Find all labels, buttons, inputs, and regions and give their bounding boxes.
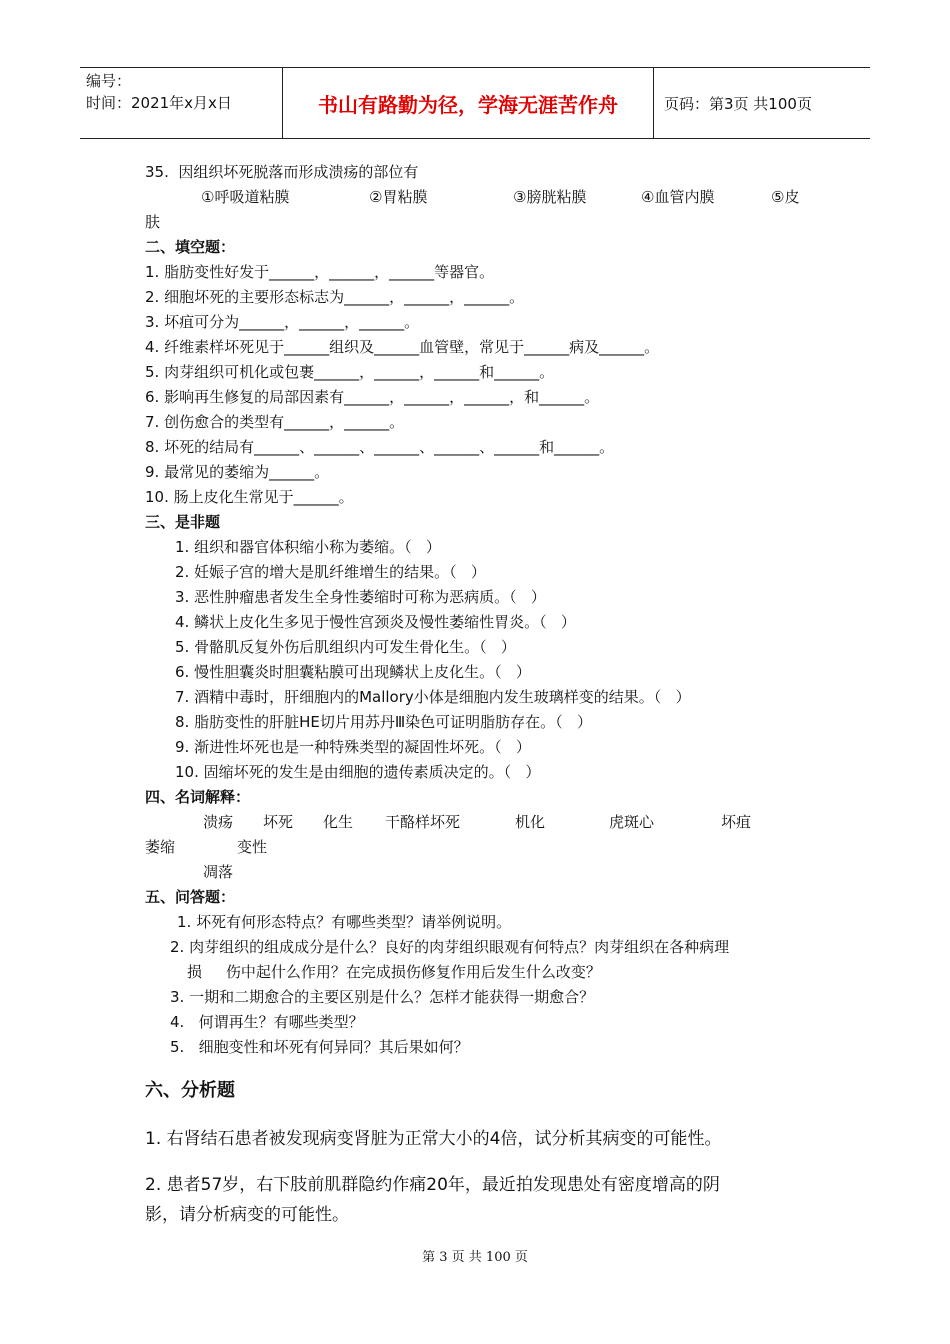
truefalse-item: 7. 酒精中毒时，肝细胞内的Mallory小体是细胞内发生玻璃样变的结果。（ ） — [175, 688, 691, 706]
time-label: 时间：2021年x月x日 — [86, 94, 232, 112]
truefalse-item: 2. 妊娠子宫的增大是肌纤维增生的结果。（ ） — [175, 563, 486, 581]
q35-option-1: ①呼吸道粘膜 — [201, 188, 290, 206]
analysis-title: 六、分析题 — [145, 1080, 235, 1101]
term: 虎斑心 — [609, 813, 655, 831]
term: 变性 — [237, 838, 268, 856]
truefalse-item: 4. 鳞状上皮化生多见于慢性宫颈炎及慢性萎缩性胃炎。（ ） — [175, 613, 576, 631]
q35-stem: 35. 因组织坏死脱落而形成溃疡的部位有 — [145, 163, 419, 181]
terms-title: 四、名词解释： — [145, 788, 251, 806]
truefalse-item: 1. 组织和器官体积缩小称为萎缩。（ ） — [175, 538, 441, 556]
fill-item: 5. 肉芽组织可机化或包裹______，______，______和______。 — [145, 363, 555, 381]
q35-option-5: ⑤皮 — [771, 188, 800, 206]
term: 萎缩 — [145, 838, 176, 856]
fill-item: 10. 肠上皮化生常见于______。 — [145, 488, 354, 506]
qa-item: 5. 细胞变性和坏死有何异同？其后果如何？ — [170, 1038, 469, 1056]
fill-item: 1. 脂肪变性好发于______，______，______等器官。 — [145, 263, 495, 281]
page-label: 页码：第3页 共100页 — [664, 94, 812, 113]
fill-item: 8. 坏死的结局有______、______、______、______、______和______。 — [145, 438, 615, 456]
term: 干酪样坏死 — [385, 813, 461, 831]
fill-item: 3. 坏疽可分为______，______，______。 — [145, 313, 420, 331]
fill-item: 6. 影响再生修复的局部因素有______，______，______，和______。 — [145, 388, 600, 406]
truefalse-item: 8. 脂肪变性的肝脏HE切片用苏丹Ⅲ染色可证明脂肪存在。（ ） — [175, 713, 592, 731]
analysis-q2: 2. 患者57岁，右下肢前肌群隐约作痛20年，最近拍发现患处有密度增高的阴 — [145, 1175, 720, 1195]
truefalse-item: 5. 骨骼肌反复外伤后肌组织内可发生骨化生。（ ） — [175, 638, 516, 656]
qa-item: 1. 坏死有何形态特点？有哪些类型？请举例说明。 — [177, 913, 512, 931]
terms-row-1 — [145, 810, 815, 835]
fill-item: 7. 创伤愈合的类型有______，______。 — [145, 413, 405, 431]
truefalse-item: 9. 渐进性坏死也是一种特殊类型的凝固性坏死。（ ） — [175, 738, 531, 756]
document-body — [145, 160, 815, 1230]
q35-option-3: ③膀胱粘膜 — [513, 188, 587, 206]
truefalse-item: 3. 恶性肿瘤患者发生全身性萎缩时可称为恶病质。（ ） — [175, 588, 546, 606]
qa-item: 4. 何谓再生？有哪些类型？ — [170, 1013, 364, 1031]
term: 坏疽 — [721, 813, 752, 831]
q35-wrap: 肤 — [145, 213, 161, 231]
truefalse-item: 10. 固缩坏死的发生是由细胞的遗传素质决定的。（ ） — [175, 763, 541, 781]
term: 坏死 — [263, 813, 294, 831]
analysis-q1: 1. 右肾结石患者被发现病变肾脏为正常大小的4倍，试分析其病变的可能性。 — [145, 1129, 722, 1149]
terms-row-2 — [145, 835, 815, 860]
fill-item: 4. 纤维素样坏死见于______组织及______血管壁，常见于______病及______。 — [145, 338, 660, 356]
qa-item: 3. 一期和二期愈合的主要区别是什么？怎样才能获得一期愈合？ — [170, 988, 595, 1006]
q35-options — [145, 185, 815, 210]
q35-option-2: ②胃粘膜 — [369, 188, 428, 206]
page-header — [80, 67, 870, 139]
motto: 书山有路勤为径，学海无涯苦作舟 — [282, 68, 654, 138]
page-footer: 第 3 页 共 100 页 — [422, 1250, 528, 1265]
q35-option-4: ④血管内膜 — [641, 188, 715, 206]
term: 机化 — [515, 813, 546, 831]
fill-title: 二、填空题： — [145, 238, 236, 256]
terms-row-3: 凋落 — [203, 863, 234, 881]
term: 溃疡 — [203, 813, 234, 831]
qa-title: 五、问答题： — [145, 888, 236, 906]
analysis-q2-continued: 影，请分析病变的可能性。 — [145, 1205, 349, 1225]
truefalse-item: 6. 慢性胆囊炎时胆囊粘膜可出现鳞状上皮化生。（ ） — [175, 663, 531, 681]
header-meta — [80, 68, 282, 138]
truefalse-title: 三、是非题 — [145, 513, 221, 531]
term: 化生 — [323, 813, 354, 831]
fill-item: 2. 细胞坏死的主要形态标志为______，______，______。 — [145, 288, 525, 306]
fill-item: 9. 最常见的萎缩为______。 — [145, 463, 330, 481]
qa-item: 2. 肉芽组织的组成成分是什么？良好的肉芽组织眼观有何特点？肉芽组织在各种病理 — [170, 938, 730, 956]
code-label: 编号： — [86, 72, 132, 90]
qa-item-continued: 损 伤中起什么作用？在完成损伤修复作用后发生什么改变？ — [187, 963, 601, 981]
